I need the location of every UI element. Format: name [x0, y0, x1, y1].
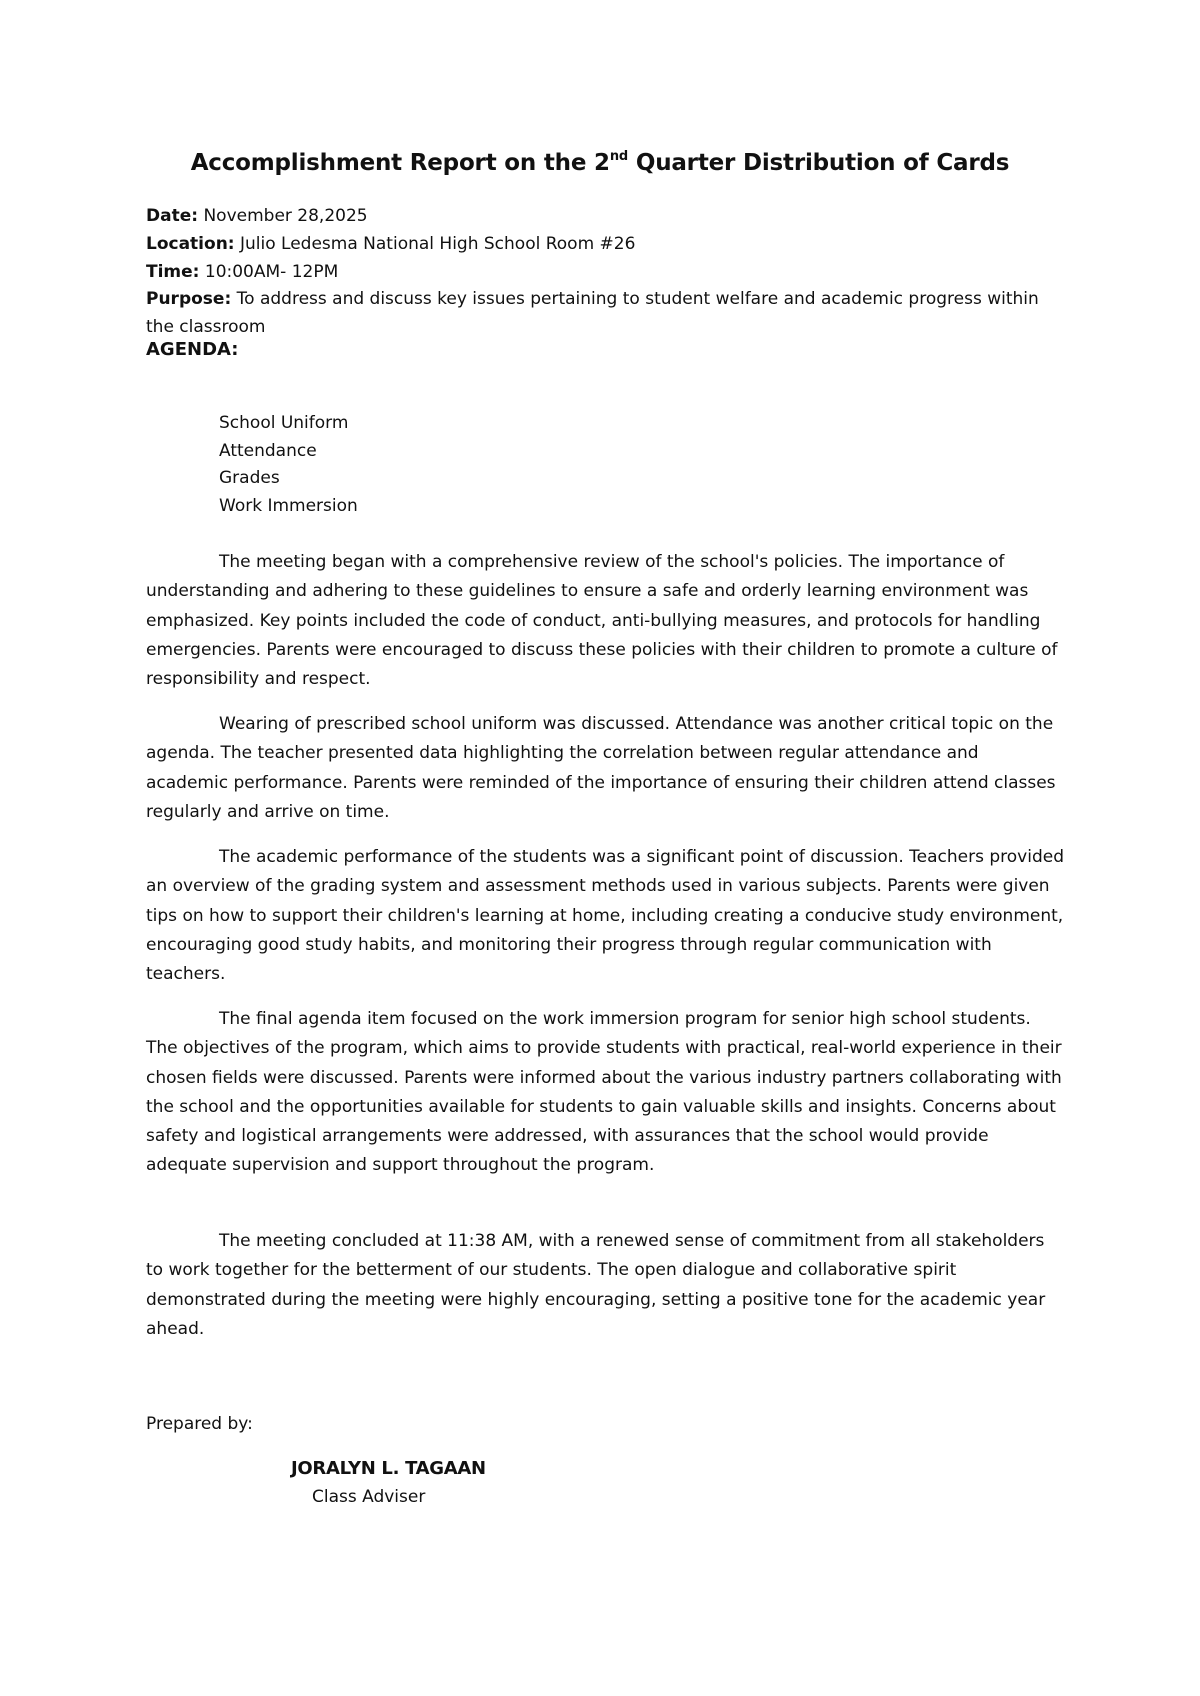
paragraph-academic-performance: The academic performance of the students was a significant point of discussion. Teachers provided an overview of the grading system and assessment methods used in various subjects. Parents were given tips on how to support their children's learning at home, including creating a conducive study environment, encouraging good study habits, and monitoring their progress through regular communication with teachers. [146, 847, 1064, 985]
time-label: Time: [146, 262, 200, 282]
agenda-item: Work Immersion [219, 495, 358, 516]
location-line [146, 230, 1046, 258]
purpose-value: To address and discuss key issues pertaining to student welfare and academic progress within the classroom [146, 289, 1039, 337]
agenda-heading: AGENDA: [146, 339, 239, 360]
title-rest: Quarter Distribution of Cards [628, 150, 1010, 176]
date-line [146, 202, 1046, 230]
signer-role: Class Adviser [312, 1487, 426, 1507]
location-label: Location: [146, 234, 235, 254]
paragraph-policies: The meeting began with a comprehensive review of the school's policies. The importance of understanding and adhering to these guidelines to ensure a safe and orderly learning environment was emphasized. Key points included the code of conduct, anti-bullying measures, and protocols for handling emergencies. Parents were encouraged to discuss these policies with their children to promote a culture of responsibility and respect. [146, 552, 1058, 690]
time-value: 10:00AM- 12PM [204, 262, 339, 282]
location-value: Julio Ledesma National High School Room #26 [240, 234, 636, 254]
agenda-item: Grades [219, 468, 280, 488]
title-superscript: nd [609, 149, 629, 164]
purpose-label: Purpose: [146, 289, 232, 309]
paragraph-uniform-attendance: Wearing of prescribed school uniform was discussed. Attendance was another critical topic on the agenda. The teacher presented data highlighting the correlation between regular attendance and academic performance. Parents were reminded of the importance of ensuring their children attend classes regularly and arrive on time. [146, 714, 1056, 822]
signer-name: JORALYN L. TAGAAN [291, 1458, 486, 1479]
date-label: Date: [146, 206, 199, 226]
agenda-item: Attendance [219, 440, 317, 461]
agenda-list [219, 410, 358, 520]
report-title [0, 150, 1200, 176]
agenda-item: School Uniform [219, 413, 349, 433]
prepared-by-label: Prepared by: [146, 1414, 253, 1434]
paragraph-conclusion: The meeting concluded at 11:38 AM, with a renewed sense of commitment from all stakeholders to work together for the betterment of our students. The open dialogue and collaborative spirit demonstrated during the meeting were highly encouraging, setting a positive tone for the academic year ahead. [146, 1231, 1046, 1339]
paragraph-work-immersion: The final agenda item focused on the work immersion program for senior high school students. The objectives of the program, which aims to provide students with practical, real-world experience in their chosen fields were discussed. Parents were informed about the various industry partners collaborating with the school and the opportunities available for students to gain valuable skills and insights. Concerns about safety and logistical arrangements were addressed, with assurances that the school would provide adequate supervision and support throughout the program. [146, 1009, 1062, 1176]
time-line [146, 258, 1046, 286]
purpose-line [146, 285, 1046, 341]
title-main: Accomplishment Report on the 2 [190, 150, 610, 176]
date-value: November 28,2025 [203, 206, 368, 226]
